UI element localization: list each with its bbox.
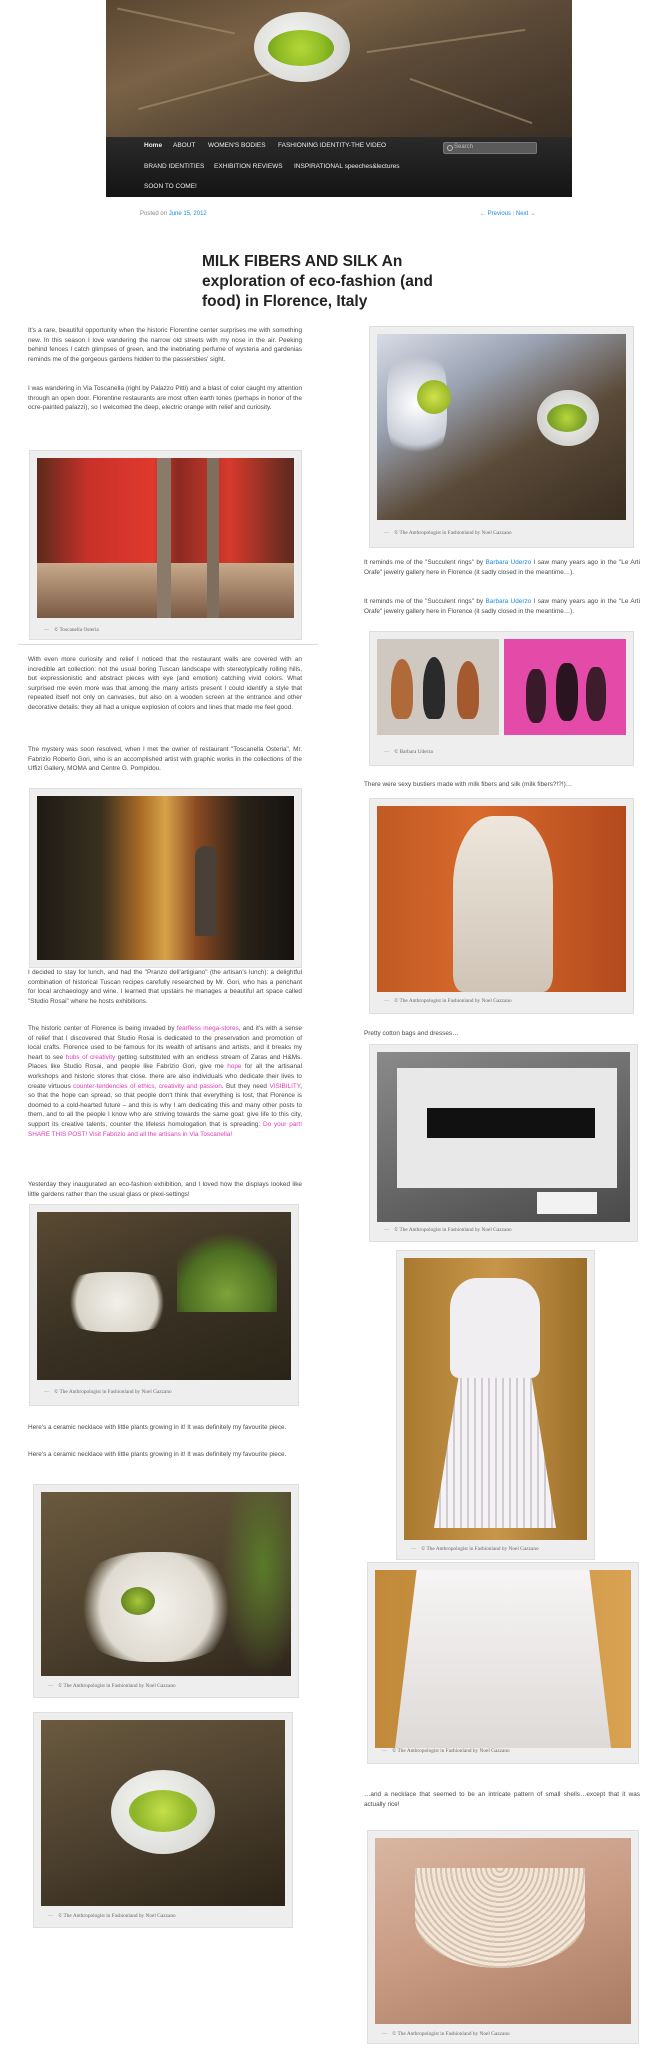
paragraph: I was wandering in Via Toscanella (right by Palazzo Pitti) and a blast of color caught my attention through an open door. Florentine restaurants are most often earth tones (perhaps in honor of the ocre-painted palazzi), so I welcomed the deep, electric orange with relief and curiosity.	[28, 385, 302, 412]
paragraph: Yesterday they inaugurated an eco-fashion exhibition, and I loved how the displays looked like little gardens rather than the usual glass or plexi-settings!	[28, 1181, 302, 1198]
paragraph: The historic center of Florence is being invaded by fearfless mega-stores, and it's with a sense of relief that I discovered that Studio Rosai is dedicated to the preservation and promotion of local crafts. Florence used to be famous for its wealth of artisans and artists, and it breaks my heart to see hubs of creativity getting substituted with an endless stream of Zaras and H&Ms. Places like Studio Rosai, and people like Fabrizio Gori, give me hope for all the artisanal workshops and historic stores that close. there are also individuals who dedicate their lives to create virtuous counter-tendencies of ethics, creativity and passion. But they need VISIBILITY, so that the hope can spread, so that people don't think that everything is lost, that Florence is doomed to a cold-hearted future – and this is why I am dedicating this and many other posts to them, and to all the people I know who are striving towards the same goal: give life to this city, support its creative talents, counter the lifeless homologation that is spreading: Do your part! SHARE THIS POST! Visit Fabrizio and all the artisans in Via Toscanella!	[28, 1025, 303, 1138]
photo-caption: © The Anthropologist in Fashionland by Noel Gazzano	[58, 1913, 176, 1919]
nav-soon-to-come[interactable]: SOON TO COME!	[144, 183, 197, 190]
post-pagination: ← Previous | Next →	[480, 211, 536, 217]
nav-about[interactable]: ABOUT	[173, 142, 196, 149]
photo-dress-detail[interactable]: — © The Anthropologist in Fashionland by Noel Gazzano	[367, 1562, 639, 1764]
post-title: MILK FIBERS AND SILK An exploration of eco-fashion (and food) in Florence, Italy	[202, 253, 433, 310]
nav-brand-identities[interactable]: BRAND IDENTITIES	[144, 163, 205, 170]
paragraph: Here's a ceramic necklace with little plants growing in it! It was definitely my favourite piece.	[28, 1424, 287, 1431]
divider	[18, 644, 318, 645]
photo-caption: © Barbara Uderzo	[394, 749, 434, 755]
paragraph: I decided to stay for lunch, and had the "Pranzo dell'artigiano" (the artisan's lunch): a delightful combination of historical Tuscan recipes carefully researched by Mr. Gori, who has a penchant for local archaeology and wine. I learned that upstairs he manages a beautiful art space called "Studio Rosai" where he hosts exhibitions.	[28, 969, 302, 1005]
photo-caption: © The Anthropologist in Fashionland by Noel Gazzano	[58, 1683, 176, 1689]
paragraph: The mystery was soon resolved, when I met the owner of restaurant "Toscanella Osteria", Mr. Fabrizio Roberto Gori, who is an accomplished artist with graphic works in the collections of the Uffizi Gallery, MOMA and Centre G. Pompidou.	[28, 746, 302, 773]
post-date-link[interactable]: June 15, 2012	[168, 211, 207, 217]
paragraph: Pretty cotton bags and dresses…	[364, 1030, 459, 1037]
photo-caption: © The Anthropologist in Fashionland by Noel Gazzano	[392, 2031, 510, 2037]
photo-white-pleated-dress[interactable]: — © The Anthropologist in Fashionland by Noel Gazzano	[396, 1250, 595, 1560]
link-visibility[interactable]: VISIBILITY	[269, 1082, 301, 1090]
paragraph: It reminds me of the "Succulent rings" by Barbara Uderzo I saw many years ago in the "Le Arti Orafe" jewelry gallery here in Florence (it sadly closed in the meantime…).	[364, 598, 641, 615]
photo-ceramic-bowl-on-moss[interactable]: — © The Anthropologist in Fashionland by Noel Gazzano	[33, 1712, 293, 1928]
link-hope[interactable]: hope	[227, 1063, 242, 1071]
next-post-link[interactable]: Next →	[515, 211, 536, 217]
nav-exhibition-reviews[interactable]: EXHIBITION REVIEWS	[214, 163, 283, 170]
photo-caption: © The Anthropologist in Fashionland by Noel Gazzano	[394, 1227, 512, 1233]
nav-home[interactable]: Home	[144, 142, 163, 149]
search-placeholder: Search	[454, 144, 474, 150]
photo-succulent-rings[interactable]: — © Barbara Uderzo	[369, 631, 634, 766]
paragraph: There were sexy bustiers made with milk fibers and silk (milk fibers?!?!)…	[364, 781, 573, 788]
photo-ceramic-rings-with-moss[interactable]: — © The Anthropologist in Fashionland by Noel Gazzano	[369, 326, 634, 548]
link-hubs-of-creativity[interactable]: hubs of creativity	[65, 1053, 116, 1061]
photo-caption: © The Anthropologist in Fashionland by Noel Gazzano	[394, 998, 512, 1004]
paragraph: It reminds me of the "Succulent rings" by Barbara Uderzo I saw many years ago in the "Le Arti Orafe" jewelry gallery here in Florence (it sadly closed in the meantime…).	[364, 559, 641, 576]
paragraph: With even more curiosity and relief I noticed that the restaurant walls are covered with an incredible art collection: not the usual boring Tuscan landscape with stereotypically rolling hills, but expressionistic and abstract pieces with eye (and emotion) catching vivid colors. What surprised me even more was that among the many artists present I could identify a style that repeated itself not only on canvases, but also on a wooden screen at the entrance and other decorative details: they all had a unique explosion of colors and lines that made me feel good.	[28, 656, 302, 711]
photo-caption: © The Anthropologist in Fashionland by Noel Gazzano	[421, 1546, 539, 1552]
photo-restaurant-interior[interactable]: — © Toscanella Osteria	[29, 450, 302, 640]
photo-caption: © The Anthropologist in Fashionland by Noel Gazzano	[54, 1389, 172, 1395]
posted-on-label: Posted on	[140, 211, 168, 217]
photo-milk-fiber-bustier[interactable]: — © The Anthropologist in Fashionland by Noel Gazzano	[369, 798, 634, 1014]
link-barbara-uderzo[interactable]: Barbara Uderzo	[485, 598, 532, 605]
link-fearless-mega-stores[interactable]: fearfless mega-stores	[176, 1025, 239, 1032]
photo-exhibition-display[interactable]: — © The Anthropologist in Fashionland by Noel Gazzano	[29, 1204, 299, 1406]
post-meta	[140, 211, 207, 217]
photo-artist-in-doorway[interactable]	[29, 788, 302, 968]
search-input[interactable]	[443, 142, 537, 154]
photo-cotton-bag[interactable]: — © The Anthropologist in Fashionland by Noel Gazzano	[369, 1044, 638, 1242]
moss-graphic	[268, 30, 334, 66]
link-share-this-post[interactable]: Do your part! SHARE THIS POST! Visit Fabrizio and all the artisans in Via Toscanella!	[28, 1120, 302, 1138]
photo-caption: © Toscanella Osteria	[54, 627, 99, 633]
photo-rice-necklace[interactable]: — © The Anthropologist in Fashionland by Noel Gazzano	[367, 1830, 639, 2044]
nav-womens-bodies[interactable]: WOMEN'S BODIES	[208, 142, 266, 149]
paragraph: …and a necklace that seemed to be an intricate pattern of small shells…except that it was actually rice!	[364, 1791, 640, 1808]
photo-caption: © The Anthropologist in Fashionland by Noel Gazzano	[394, 530, 512, 536]
link-counter-tendencies[interactable]: counter-tendencies of ethics, creativity and passion	[73, 1082, 222, 1090]
search-icon	[447, 145, 453, 151]
paragraph: Here's a ceramic necklace with little plants growing in it! It was definitely my favourite piece.	[28, 1451, 287, 1458]
header-image[interactable]	[106, 0, 572, 137]
paragraph: It's a rare, beautiful opportunity when the historic Florentine center surprises me with something new. In this season I love wandering the narrow old streets with my nose in the air. Peeking behind fences I catch glimpses of green, and the inebriating perfume of wysteria and gardenias reminds me of the gorgeous gardens hidden to the passersbies' sight.	[28, 327, 302, 363]
nav-inspirational[interactable]: INSPIRATIONAL speeches&lectures	[294, 163, 400, 170]
previous-post-link[interactable]: ← Previous	[480, 211, 512, 217]
photo-caption: © The Anthropologist in Fashionland by Noel Gazzano	[392, 1748, 510, 1754]
link-barbara-uderzo[interactable]: Barbara Uderzo	[485, 559, 532, 566]
nav-fashioning-identity[interactable]: FASHIONING IDENTITY-THE VIDEO	[278, 142, 387, 149]
photo-ceramic-necklace-with-plants[interactable]: — © The Anthropologist in Fashionland by Noel Gazzano	[33, 1484, 299, 1698]
